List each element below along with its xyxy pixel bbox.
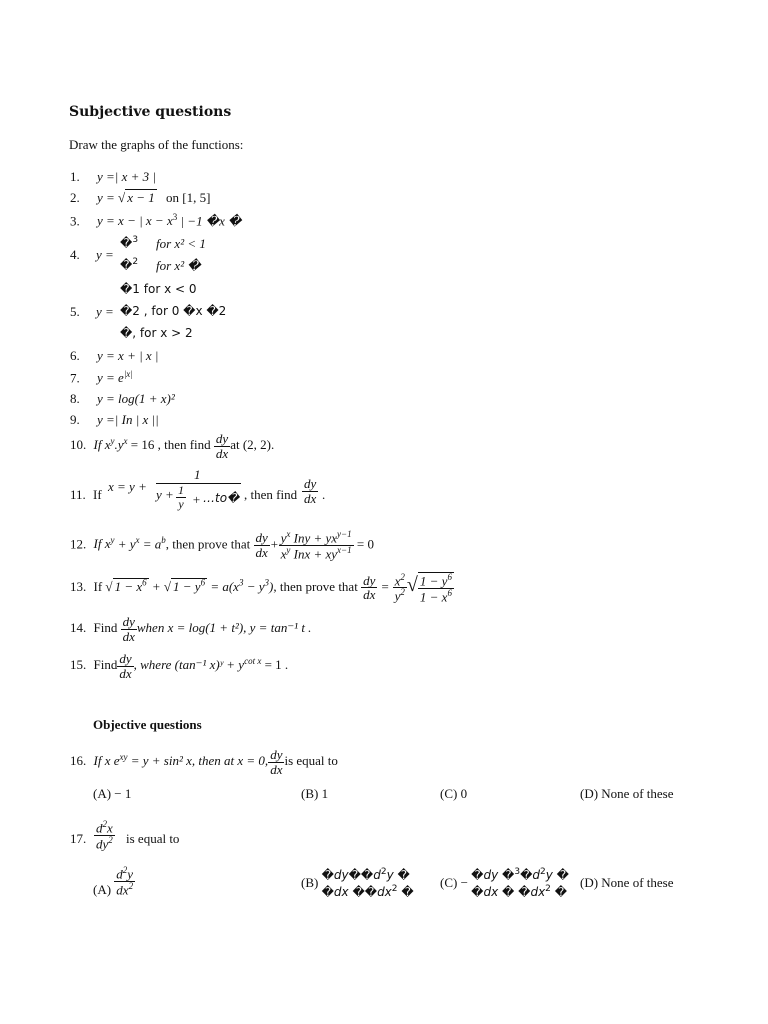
question-13: 13. If √ $1 - x^6$ + √ $1 - y^6 = a(x^3 - y^3)$, then prove that $\frac{dy}{dx}$ = $\frac{x^2}{y^2}$ √ $\frac{1 - y^6}{1 - x^6}$: [70, 571, 452, 605]
expression: y = x + | x |: [97, 348, 159, 363]
option-b[interactable]: (B) $�dy��d^2y$ � �dx $��dx^2$ �: [301, 867, 414, 900]
expression-mid: , then prove that: [165, 536, 251, 552]
option-c[interactable]: (C) 0: [440, 786, 468, 801]
expression-tail: | −1 �x �: [177, 213, 242, 229]
expression: If x: [93, 437, 111, 453]
expression-tail: = 1 .: [261, 657, 289, 673]
question-number: 5.: [70, 304, 80, 319]
question-number: 11.: [70, 487, 86, 502]
expression-mid: = y + sin² x, then at x = 0,: [127, 753, 269, 769]
expression: y = log(1 + x)²: [97, 391, 175, 406]
option-a[interactable]: (A) $\frac{d^2y}{dx^2}$: [93, 865, 134, 898]
derivative-fraction: $\frac{dy}{dx}$: [215, 431, 229, 461]
point-text: at (2, 2).: [230, 437, 275, 453]
question-8: [70, 392, 175, 405]
question-number: 6.: [70, 348, 80, 363]
question-number: 16.: [70, 753, 87, 769]
option-b[interactable]: (B) 1: [301, 786, 329, 801]
expression: , where (tan⁻¹ x)ʸ + y: [133, 657, 245, 673]
question-number: 2.: [70, 190, 80, 205]
question-15: 15. Find $\frac{dy}{dx}$ , where (tan⁻¹ x)ʸ + $y^{cot x} = 1$ .: [70, 651, 289, 681]
then-find-text: , then find: [244, 487, 298, 502]
question-number: 7.: [70, 370, 80, 386]
option-label: (C) −: [440, 875, 468, 890]
expression-lead: y =: [96, 247, 114, 262]
expression: when x = log(1 + t²), y = tan⁻¹ t .: [136, 620, 312, 636]
intro-text: Draw the graphs of the functions:: [69, 137, 244, 152]
question-16: 16. If x $e^{xy} = y + \sin^2$ x, then at x = 0, $\frac{dy}{dx}$ is equal to: [70, 747, 338, 777]
option-c[interactable]: (C) − �dy $�^3�d^2y$ � �dx � $�dx^2$ �: [440, 867, 569, 900]
derivative-fraction: $\frac{dy}{dx}$: [304, 476, 317, 506]
heading-objective: Objective questions: [93, 717, 202, 732]
expression: y =| In | x ||: [97, 412, 159, 427]
interval: on [1, 5]: [165, 190, 211, 205]
case-1: for x² < 1: [156, 236, 206, 251]
expression: If x e: [93, 753, 120, 769]
question-number: 8.: [70, 391, 80, 406]
question-9: [70, 413, 159, 426]
option-a[interactable]: (A) − 1: [93, 786, 132, 801]
question-3: 3. y = x − | $x - x^3$ | −1 �x �: [70, 212, 242, 229]
case-2: for x² �: [156, 258, 201, 273]
exponent: |x|: [123, 369, 133, 379]
expression-lead: y =: [96, 304, 114, 319]
expression-mid: = 16 , then find: [127, 437, 211, 453]
expression: y = e: [97, 370, 124, 386]
option-label: (B): [301, 875, 319, 890]
question-number: 9.: [70, 412, 80, 427]
expression: y =| x + 3 |: [97, 169, 156, 184]
expression: If x: [93, 536, 111, 552]
radicand: x − 1: [127, 190, 155, 205]
brace-glyph: �$^2$: [120, 257, 139, 272]
question-1: [70, 170, 156, 183]
question-14: 14. Find $\frac{dy}{dx}$ when x = log(1 + t²), y = tan⁻¹ t .: [70, 614, 312, 644]
heading-subjective: Subjective questions: [69, 104, 232, 120]
question-number: 15.: [70, 657, 87, 673]
question-number: 12.: [70, 536, 87, 552]
expression: y =: [97, 190, 119, 205]
find-text: Find: [93, 620, 118, 636]
question-number: 1.: [70, 169, 80, 184]
question-12: 12. If $x^y + y^x = a^b$, then prove that $\frac{dy}{dx}$ + $\frac{y^x Iny + yx^{y-1}}{x^y Inx + xy^{x-1}}$ = 0: [70, 529, 374, 562]
expression-post: is equal to: [284, 753, 338, 769]
expression: y = x − | x − x: [97, 213, 173, 229]
expression-post: is equal to: [126, 831, 180, 846]
rhs: = 0: [356, 536, 374, 552]
question-number: 4.: [70, 247, 80, 262]
question-10: 10. If $x^y.y^x = 16$ , then find $\frac{dy}{dx}$ at (2, 2).: [70, 431, 275, 461]
brace-glyph: �$^3$: [120, 235, 139, 250]
option-label: (A): [93, 882, 112, 898]
option-d[interactable]: (D) None of these: [580, 875, 674, 890]
question-7: [70, 370, 133, 384]
case-row-1: �1 for x < 0: [120, 282, 197, 296]
case-row-2: �2 , for 0 �x �2: [120, 304, 227, 318]
question-number: 3.: [70, 213, 80, 229]
option-d[interactable]: (D) None of these: [580, 786, 674, 801]
question-number: 10.: [70, 437, 87, 453]
question-number: 13.: [70, 578, 87, 594]
if-text: If: [93, 578, 103, 594]
question-2: 2. y = √ x − 1 on [1, 5]: [70, 190, 211, 205]
case-row-3: �, for x > 2: [120, 326, 193, 340]
expression-mid: , then prove that: [273, 578, 358, 594]
continuation: …to�: [203, 491, 240, 505]
question-number: 14.: [70, 620, 87, 636]
find-text: Find: [93, 657, 118, 673]
question-6: [70, 349, 159, 362]
if-text: If: [93, 487, 102, 502]
question-number: 17.: [70, 831, 87, 846]
